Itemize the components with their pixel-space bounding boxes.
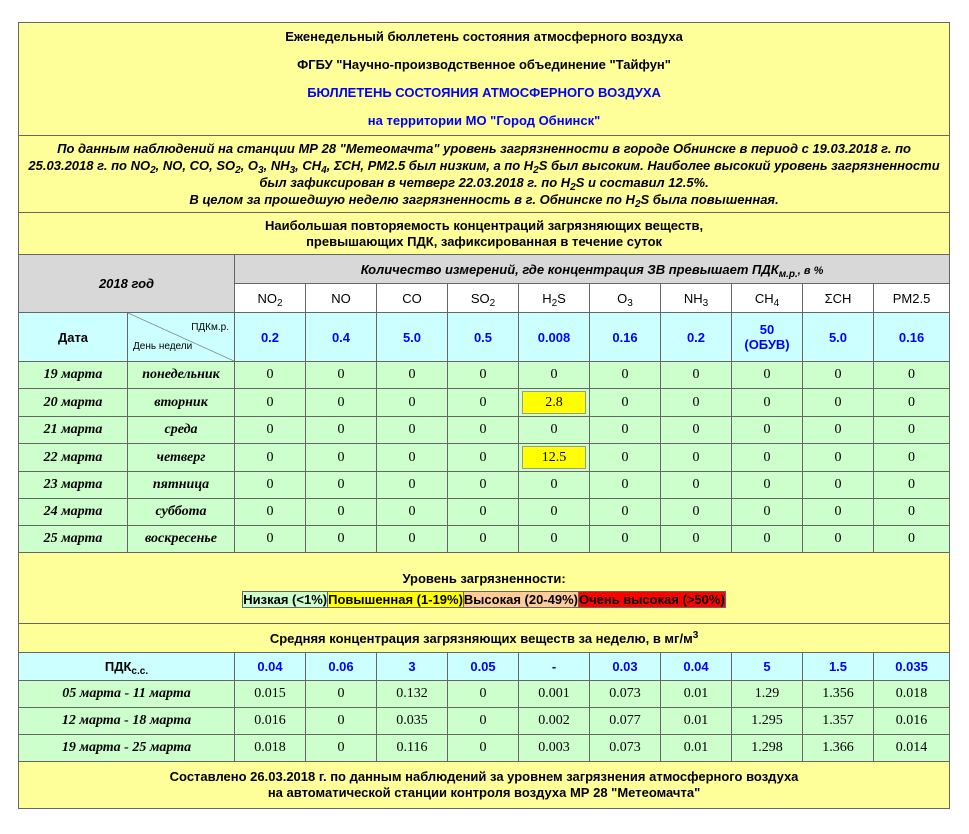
daily-value: 0 xyxy=(377,417,448,444)
daily-value: 0 xyxy=(874,499,950,526)
section1-title: Наибольшая повторяемость концентраций загрязняющих веществ, превышающих ПДК, зафиксированная в течение суток xyxy=(19,213,950,255)
daily-row xyxy=(19,417,950,444)
pdk-ss-value: 0.03 xyxy=(590,653,661,681)
pdk-ss-row xyxy=(19,653,950,681)
header-line-1: Еженедельный бюллетень состояния атмосферного воздуха xyxy=(285,29,683,44)
daily-value: 0 xyxy=(377,526,448,553)
weekly-value: 0 xyxy=(306,681,377,708)
pdk-ss-value: 1.5 xyxy=(803,653,874,681)
weekly-value: 0.001 xyxy=(519,681,590,708)
weekly-value: 1.357 xyxy=(803,708,874,735)
row-weekday: среда xyxy=(128,417,235,444)
pdk-mr-value: 0.5 xyxy=(448,313,519,362)
legend-item: Очень высокая (>50%) xyxy=(578,591,725,607)
daily-value: 0 xyxy=(874,526,950,553)
pdk-mr-value: 0.4 xyxy=(306,313,377,362)
row-weekday: пятница xyxy=(128,472,235,499)
daily-value: 0 xyxy=(235,499,306,526)
row-date: 23 марта xyxy=(19,472,128,499)
territory-subtitle: на территории МО "Город Обнинск" xyxy=(367,113,601,128)
daily-value: 0 xyxy=(448,362,519,389)
daily-value: 0 xyxy=(590,499,661,526)
daily-value: 0 xyxy=(874,417,950,444)
weekly-value: 0.014 xyxy=(874,735,950,762)
weekly-value: 0.002 xyxy=(519,708,590,735)
header-line-2: ФГБУ "Научно-производственное объединение "Тайфун" xyxy=(297,57,671,72)
weekly-value: 0.116 xyxy=(377,735,448,762)
daily-value: 0 xyxy=(519,499,590,526)
daily-value: 0 xyxy=(732,526,803,553)
measure-title: Количество измерений, где концентрация ЗВ превышает $ПДК_{м.р.}$, в % xyxy=(235,255,950,284)
weekly-value: 0.073 xyxy=(590,735,661,762)
row-weekday: понедельник xyxy=(128,362,235,389)
weekly-value: 0.018 xyxy=(235,735,306,762)
legend-table xyxy=(242,591,726,608)
daily-value: 0 xyxy=(874,362,950,389)
pdk-ss-label: $ПДК_{с.с.}$ xyxy=(19,653,235,681)
year-label: 2018 год xyxy=(19,255,235,313)
pdk-mr-value: 0.16 xyxy=(590,313,661,362)
daily-value: 0 xyxy=(590,362,661,389)
summary-paragraph-2: В целом за прошедшую неделю загрязненность в г. Обнинске по $H_2S$ была повышенная. xyxy=(189,192,779,210)
weekly-row xyxy=(19,708,950,735)
weekly-period: 19 марта - 25 марта xyxy=(19,735,235,762)
daily-value: 0 xyxy=(448,472,519,499)
daily-value: 0 xyxy=(661,417,732,444)
pollutant-header: $NH_3$ xyxy=(661,284,732,313)
weekly-value: 1.366 xyxy=(803,735,874,762)
summary-paragraph-1: По данным наблюдений на станции МР 28 "Метеомачта" уровень загрязненности в городе Обнинске в период с 19.03.2018 г. по 25.03.2018 г. по $NO_2$, NO, CO, $SO_2$, $O_3$, $NH_3$, $CH_4$, ΣCH, PM2.5 был низким, а по $H_2S$ был высоким. Наиболее высокий уровень загрязненности был зафиксирован в четверг 22.03.2018 г. по $H_2S$ и составил 12.5%. xyxy=(28,141,940,193)
footer-line-1: Составлено 26.03.2018 г. по данным наблюдений за уровнем загрязнения атмосферного воздуха xyxy=(169,769,799,784)
daily-value: 0 xyxy=(661,362,732,389)
daily-value: 0 xyxy=(803,472,874,499)
daily-value: 0 xyxy=(803,499,874,526)
daily-value: 0 xyxy=(590,389,661,417)
daily-value: 0 xyxy=(590,417,661,444)
pdk-ss-value: 0.06 xyxy=(306,653,377,681)
daily-value: 0 xyxy=(235,472,306,499)
pdk-mr-value: 5.0 xyxy=(803,313,874,362)
pdk-mr-value: 0.2 xyxy=(661,313,732,362)
daily-value: 0 xyxy=(519,417,590,444)
daily-value: 0 xyxy=(732,362,803,389)
bulletin-title: БЮЛЛЕТЕНЬ СОСТОЯНИЯ АТМОСФЕРНОГО ВОЗДУХА xyxy=(307,85,661,100)
daily-value: 0 xyxy=(732,417,803,444)
daily-value: 0 xyxy=(590,472,661,499)
daily-row xyxy=(19,472,950,499)
daily-row xyxy=(19,389,950,417)
weekly-value: 1.29 xyxy=(732,681,803,708)
weekly-value: 0 xyxy=(306,735,377,762)
daily-value: 0 xyxy=(803,389,874,417)
weekly-value: 0 xyxy=(448,708,519,735)
weekly-row xyxy=(19,735,950,762)
row-weekday: вторник xyxy=(128,389,235,417)
pdk-ss-value: 3 xyxy=(377,653,448,681)
weekly-value: 0.015 xyxy=(235,681,306,708)
daily-value: 0 xyxy=(590,444,661,472)
weekly-period: 05 марта - 11 марта xyxy=(19,681,235,708)
daily-value: 0 xyxy=(448,389,519,417)
daily-value: 0 xyxy=(661,444,732,472)
weekly-value: 0 xyxy=(448,681,519,708)
daily-value: 0 xyxy=(519,362,590,389)
footer xyxy=(19,762,950,809)
daily-value: 0 xyxy=(235,362,306,389)
daily-value: 0 xyxy=(377,362,448,389)
daily-value: 0 xyxy=(235,444,306,472)
row-date: 22 марта xyxy=(19,444,128,472)
weekly-value: 0.003 xyxy=(519,735,590,762)
daily-value: 0 xyxy=(377,444,448,472)
daily-value: 0 xyxy=(661,526,732,553)
pdk-mr-row xyxy=(19,313,950,362)
pdk-ss-value: 0.04 xyxy=(235,653,306,681)
pollutant-header: $SO_2$ xyxy=(448,284,519,313)
pollutant-header: $H_2S$ xyxy=(519,284,590,313)
date-header: Дата xyxy=(19,313,128,362)
daily-value: 0 xyxy=(661,472,732,499)
daily-value: 0 xyxy=(306,472,377,499)
legend-item: Высокая (20-49%) xyxy=(463,591,578,607)
daily-row xyxy=(19,526,950,553)
daily-value: 0 xyxy=(306,417,377,444)
pdk-mr-value: 0.008 xyxy=(519,313,590,362)
weekly-value: 0.035 xyxy=(377,708,448,735)
daily-value: 12.5 xyxy=(519,444,590,472)
pdk-mr-value: 5.0 xyxy=(377,313,448,362)
row-date: 20 марта xyxy=(19,389,128,417)
bulletin xyxy=(18,22,949,809)
row-date: 25 марта xyxy=(19,526,128,553)
weekly-value: 1.356 xyxy=(803,681,874,708)
daily-value: 0 xyxy=(732,499,803,526)
section2-title: Средняя концентрация загрязняющих веществ за неделю, в $мг/м^3$ xyxy=(19,624,950,653)
pdk-ss-value: 0.035 xyxy=(874,653,950,681)
weekly-value: 0.077 xyxy=(590,708,661,735)
daily-value: 0 xyxy=(732,472,803,499)
bulletin-header xyxy=(19,23,950,136)
daily-value: 0 xyxy=(448,499,519,526)
weekly-value: 0 xyxy=(306,708,377,735)
summary-text xyxy=(19,136,950,213)
weekday-caption: День недели xyxy=(133,341,193,352)
weekly-value: 0.016 xyxy=(874,708,950,735)
daily-value: 0 xyxy=(732,389,803,417)
pdk-mr-value: 50 (ОБУВ) xyxy=(732,313,803,362)
row-weekday: воскресенье xyxy=(128,526,235,553)
daily-value: 0 xyxy=(306,444,377,472)
daily-value: 0 xyxy=(235,417,306,444)
daily-value: 0 xyxy=(448,526,519,553)
daily-value: 0 xyxy=(519,526,590,553)
footer-line-2: на автоматической станции контроля воздуха МР 28 "Метеомачта" xyxy=(267,785,701,800)
daily-value: 0 xyxy=(803,362,874,389)
weekly-row xyxy=(19,681,950,708)
pollutant-header: $NO_2$ xyxy=(235,284,306,313)
daily-value: 0 xyxy=(874,389,950,417)
daily-value: 0 xyxy=(803,526,874,553)
daily-value: 0 xyxy=(377,389,448,417)
weekly-value: 0.016 xyxy=(235,708,306,735)
weekly-value: 0.01 xyxy=(661,681,732,708)
pdk-mr-caption: ПДКм.р. xyxy=(191,322,229,333)
pdk-ss-value: 0.05 xyxy=(448,653,519,681)
pdk-mr-value: 0.2 xyxy=(235,313,306,362)
weekly-value: 0 xyxy=(448,735,519,762)
daily-value: 0 xyxy=(590,526,661,553)
daily-value: 0 xyxy=(448,417,519,444)
daily-row xyxy=(19,444,950,472)
daily-value: 0 xyxy=(519,472,590,499)
daily-value: 0 xyxy=(306,499,377,526)
bulletin-table xyxy=(18,22,950,809)
legend-section xyxy=(19,553,950,624)
pollutant-header: CO xyxy=(377,284,448,313)
daily-value: 0 xyxy=(874,472,950,499)
legend-title: Уровень загрязненности: xyxy=(402,570,566,586)
daily-value: 0 xyxy=(661,499,732,526)
daily-value: 0 xyxy=(377,472,448,499)
pollutant-header: ΣCH xyxy=(803,284,874,313)
weekly-value: 0.132 xyxy=(377,681,448,708)
pdk-ss-value: 0.04 xyxy=(661,653,732,681)
pdk-ss-value: - xyxy=(519,653,590,681)
weekly-value: 0.018 xyxy=(874,681,950,708)
weekly-value: 0.01 xyxy=(661,708,732,735)
daily-value: 0 xyxy=(661,389,732,417)
pollutant-header: NO xyxy=(306,284,377,313)
pdk-mr-value: 0.16 xyxy=(874,313,950,362)
weekly-value: 0.01 xyxy=(661,735,732,762)
row-date: 19 марта xyxy=(19,362,128,389)
daily-value: 2.8 xyxy=(519,389,590,417)
daily-value: 0 xyxy=(448,444,519,472)
daily-value: 0 xyxy=(306,526,377,553)
daily-value: 0 xyxy=(306,362,377,389)
weekly-value: 0.073 xyxy=(590,681,661,708)
weekly-value: 1.295 xyxy=(732,708,803,735)
pollutant-header: PM2.5 xyxy=(874,284,950,313)
row-date: 21 марта xyxy=(19,417,128,444)
daily-value: 0 xyxy=(306,389,377,417)
daily-value: 0 xyxy=(874,444,950,472)
daily-value: 0 xyxy=(235,526,306,553)
legend-item: Низкая (<1%) xyxy=(243,591,328,607)
daily-value: 0 xyxy=(803,417,874,444)
pdk-ss-value: 5 xyxy=(732,653,803,681)
weekly-value: 1.298 xyxy=(732,735,803,762)
daily-value: 0 xyxy=(732,444,803,472)
row-weekday: четверг xyxy=(128,444,235,472)
pollutant-header: $CH_4$ xyxy=(732,284,803,313)
daily-row xyxy=(19,362,950,389)
row-weekday: суббота xyxy=(128,499,235,526)
daily-value: 0 xyxy=(803,444,874,472)
legend-item: Повышенная (1-19%) xyxy=(328,591,463,607)
row-date: 24 марта xyxy=(19,499,128,526)
daily-row xyxy=(19,499,950,526)
diagonal-header xyxy=(128,313,235,362)
pollutant-header: $O_3$ xyxy=(590,284,661,313)
daily-value: 0 xyxy=(235,389,306,417)
weekly-period: 12 марта - 18 марта xyxy=(19,708,235,735)
daily-value: 0 xyxy=(377,499,448,526)
